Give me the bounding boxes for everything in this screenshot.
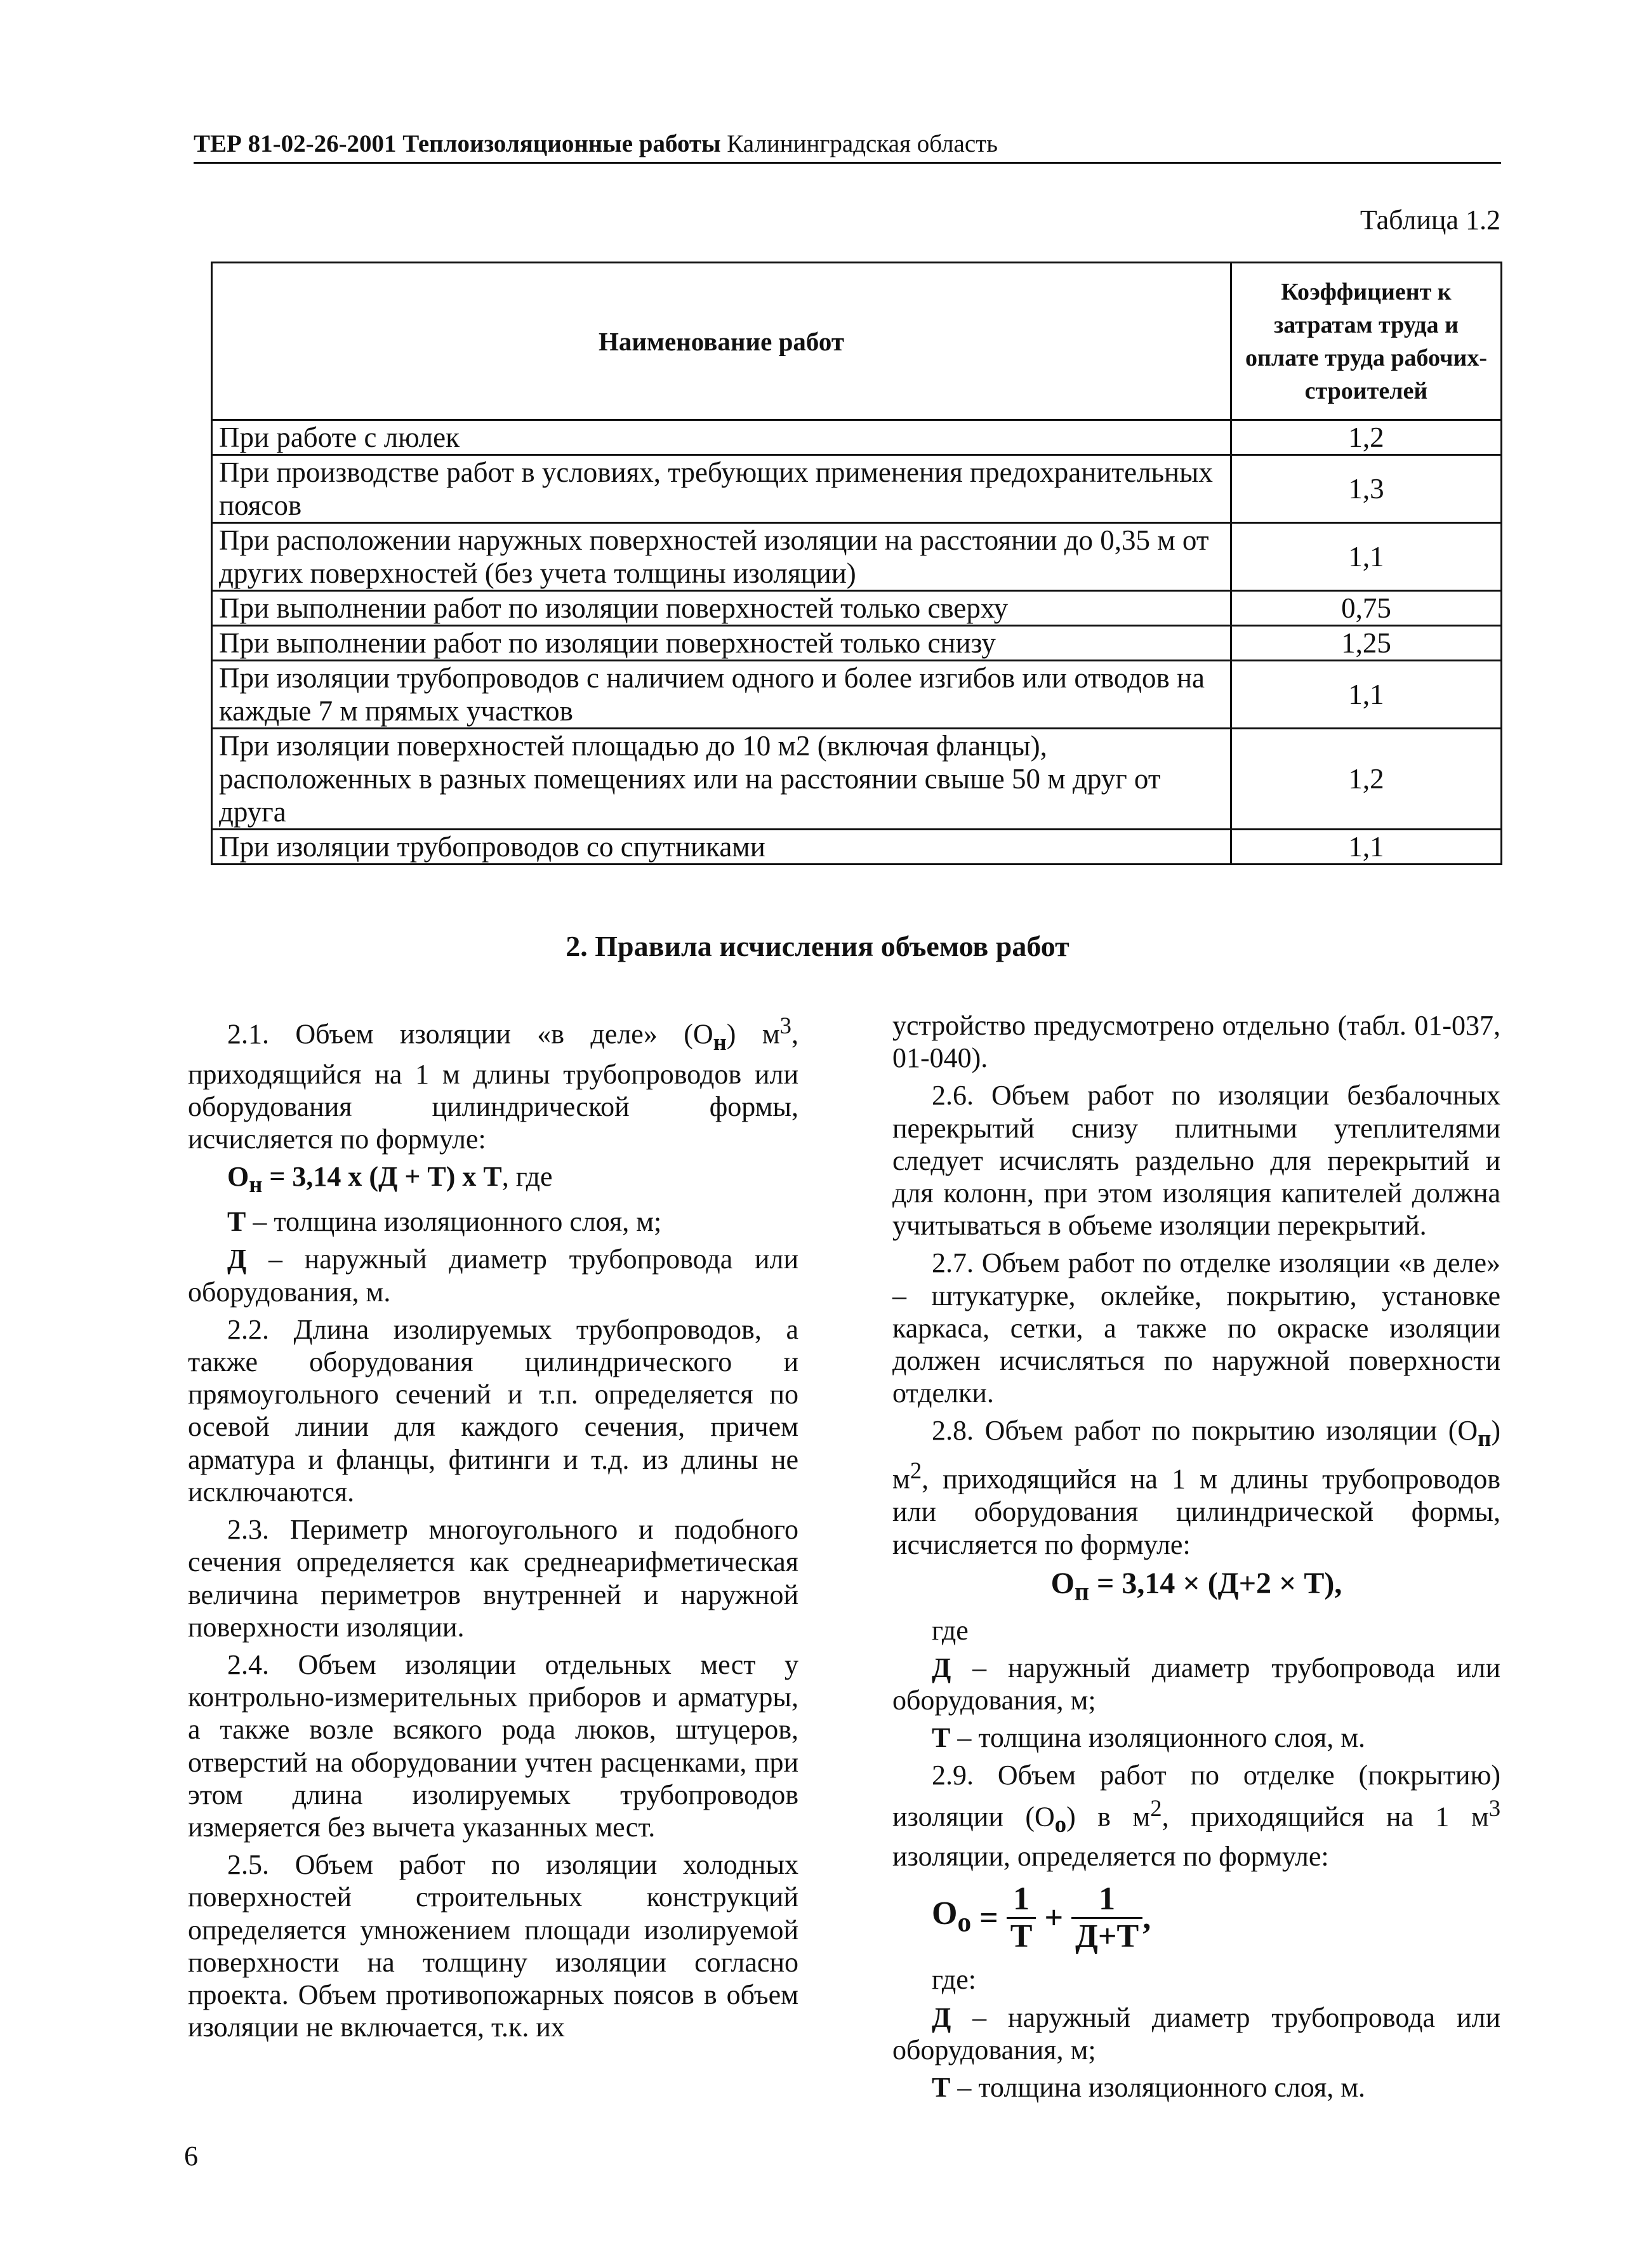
- paragraph-2-9: 2.9. Объем работ по отделке (покрытию) изоляции $(О_о)$ в $м^2$, приходящийся на 1 $м^3$ изоляции, определяется по формуле:: [892, 1760, 1501, 1873]
- paragraph-2-5-continued: устройство предусмотрено отдельно (табл. 01-037, 01-040).: [892, 1010, 1500, 1074]
- running-header: [194, 130, 1501, 164]
- where-label-2: где:: [932, 1964, 976, 1996]
- work-name-cell: При работе с люлек: [212, 420, 1231, 455]
- paragraph-2-3: 2.3. Периметр многоугольного и подобного сечения определяется как среднеарифметическая величина периметров внутренней и наружной поверхности изоляции.: [188, 1514, 798, 1643]
- table-header-row: [212, 263, 1502, 420]
- table-row: [212, 523, 1502, 591]
- formula-volume: $О_н = 3,14$ х (Д + Т) х Т, где: [227, 1161, 553, 1198]
- paragraph-2-4: 2.4. Объем изоляции отдельных мест у контрольно-измерительных приборов и арматуры, а также возле всякого рода люков, штуцеров, отверстий на оборудовании учтен расценками, при этом длина изолируемых трубопроводов измеряется без вычета указанных мест.: [188, 1648, 798, 1843]
- table-row: [212, 729, 1502, 830]
- paragraph-2-6: 2.6. Объем работ по изоляции безбалочных перекрытий снизу плитными утеплителями следует исчислять раздельно для перекрытий и для колонн, при этом изоляция капителей должна учитываться в объеме изоляции перекрытий.: [892, 1080, 1500, 1242]
- work-name-cell: При выполнении работ по изоляции поверхностей только снизу: [212, 626, 1231, 661]
- table-row: [212, 626, 1502, 661]
- table-row: [212, 591, 1502, 626]
- definition-d-3: Д – наружный диаметр трубопровода или оборудования, м;: [892, 2001, 1500, 2066]
- work-name-cell: При расположении наружных поверхностей изоляции на расстоянии до 0,35 м от других поверхностей (без учета толщины изоляции): [212, 523, 1231, 591]
- coefficient-cell: 1,25: [1231, 626, 1502, 661]
- column-header-name: Наименование работ: [212, 263, 1231, 420]
- coefficient-cell: 0,75: [1231, 591, 1502, 626]
- paragraph-2-2: 2.2. Длина изолируемых трубопроводов, а также оборудования цилиндрического и прямоугольного сечений и т.п. определяется по осевой линии для каждого сечения, причем арматура и фланцы, фитинги и т.д. из длины не исключаются.: [188, 1313, 798, 1508]
- table-row: [212, 830, 1502, 865]
- fraction-1-over-d-plus-t: $\frac{1}{Д+Т}$: [1071, 1881, 1142, 1954]
- column-header-coefficient: Коэффициент к затратам труда и оплате труда рабочих-строителей: [1231, 263, 1502, 420]
- paragraph-2-7: 2.7. Объем работ по отделке изоляции «в деле» – штукатурке, оклейке, покрытию, установке каркаса, сетки, а также по окраске изоляции должен исчисляться по наружной поверхности отделки.: [892, 1247, 1500, 1409]
- table-row: [212, 420, 1502, 455]
- table-row: [212, 455, 1502, 523]
- paragraph-2-8: 2.8. Объем работ по покрытию изоляции $(О_п)$ $м^2$, приходящийся на 1 м длины трубопроводов или оборудования цилиндрической формы, исчисляется по формуле:: [892, 1415, 1500, 1560]
- table-body: [212, 420, 1502, 865]
- header-code: ТЕР 81-02-26-2001 Теплоизоляционные работы: [194, 130, 721, 157]
- paragraph-2-1: 2.1. Объем изоляции «в деле» $(О_н)$ $м^3$, приходящийся на 1 м длины трубопроводов или оборудования цилиндрической формы, исчисляется по формуле:: [188, 1012, 798, 1155]
- table-row: [212, 661, 1502, 729]
- coefficient-cell: 1,2: [1231, 420, 1502, 455]
- paragraph-2-5: 2.5. Объем работ по изоляции холодных поверхностей строительных конструкций определяется умножением площади изолируемой поверхности на толщину изоляции согласно проекта. Объем противопожарных поясов в объем изоляции не включается, т.к. их: [188, 1849, 798, 2043]
- section-title: 2. Правила исчисления объемов работ: [566, 930, 1069, 962]
- formula-cover-area: $О_п = 3,14 \times (Д+2 \times Т)$,: [1050, 1566, 1342, 1606]
- fraction-1-over-t: $\frac{1}{Т}$: [1007, 1881, 1036, 1954]
- formula-finish-area: $О_о$ = $\frac{1}{Т}$ + $\frac{1}{Д+Т}$ ,: [932, 1881, 1151, 1955]
- coefficient-table: [211, 262, 1502, 865]
- work-name-cell: При изоляции трубопроводов со спутниками: [212, 830, 1231, 865]
- definition-t-3: Т – толщина изоляционного слоя, м.: [932, 2071, 1366, 2103]
- work-name-cell: При изоляции поверхностей площадью до 10 м2 (включая фланцы), расположенных в разных помещениях или на расстоянии свыше 50 м друг от друга: [212, 729, 1231, 830]
- header-region: Калининградская область: [727, 130, 998, 157]
- page-number: 6: [184, 2140, 198, 2172]
- work-name-cell: При изоляции трубопроводов с наличием одного и более изгибов или отводов на каждые 7 м прямых участков: [212, 661, 1231, 729]
- definition-t-2: Т – толщина изоляционного слоя, м.: [932, 1722, 1366, 1754]
- left-column: [188, 1009, 798, 2048]
- where-label: где: [932, 1614, 969, 1646]
- coefficient-cell: 1,1: [1231, 661, 1502, 729]
- right-column: [892, 1009, 1500, 2109]
- definition-d: Д – наружный диаметр трубопровода или оборудования, м.: [188, 1243, 798, 1308]
- work-name-cell: При производстве работ в условиях, требующих применения предохранительных поясов: [212, 455, 1231, 523]
- definition-d-2: Д – наружный диаметр трубопровода или оборудования, м;: [892, 1652, 1500, 1716]
- table-caption: Таблица 1.2: [1360, 204, 1500, 235]
- coefficient-cell: 1,1: [1231, 830, 1502, 865]
- coefficient-cell: 1,3: [1231, 455, 1502, 523]
- definition-t: Т – толщина изоляционного слоя, м;: [227, 1206, 662, 1238]
- coefficient-cell: 1,2: [1231, 729, 1502, 830]
- work-name-cell: При выполнении работ по изоляции поверхностей только сверху: [212, 591, 1231, 626]
- coefficient-cell: 1,1: [1231, 523, 1502, 591]
